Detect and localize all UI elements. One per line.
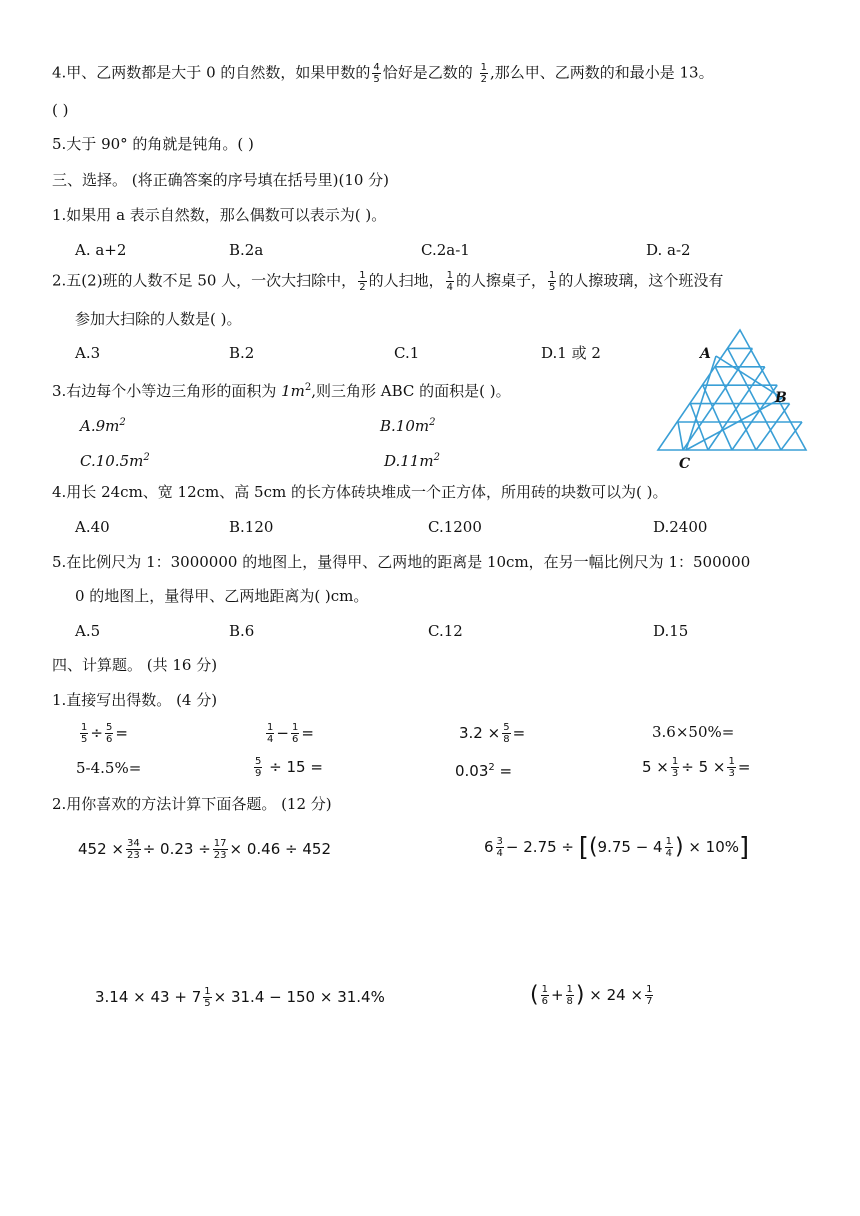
label-b: B: [775, 390, 787, 406]
choice-q1-opt-c[interactable]: C.2a-1: [421, 241, 470, 259]
oral-calc-6: $\frac{5}{9}$ ÷ 15 =: [255, 756, 323, 779]
choice-q2-opt-d[interactable]: D.1 或 2: [541, 344, 601, 362]
choice-q3-opt-d[interactable]: $D.11m^2$: [384, 452, 440, 470]
oral-calc-5: 5-4.5%=: [76, 759, 142, 777]
oral-calc-4: 3.6×50%=: [652, 723, 735, 741]
choice-q3-opt-a[interactable]: $A.9m^2$: [80, 417, 126, 435]
choice-q5-opt-d[interactable]: D.15: [653, 622, 689, 640]
fraction: $\frac{4}{5}$: [373, 62, 380, 85]
choice-q4: 4.用长 24cm、宽 12cm、高 5cm 的长方体砖块堆成一个正方体，所用砖的块数可以为( )。: [52, 483, 668, 501]
tf-q4-answer-paren[interactable]: ( ): [52, 101, 69, 119]
choice-q4-opt-b[interactable]: B.120: [229, 518, 274, 536]
choice-q1-opt-d[interactable]: D. a-2: [646, 241, 691, 259]
choice-q1-opt-b[interactable]: B.2a: [229, 241, 264, 259]
choice-q5-line1: 5.在比例尺为 1：3000000 的地图上，量得甲、乙两地的距离是 10cm，在另一幅比例尺为 1：500000: [52, 553, 751, 571]
label-c: C: [679, 456, 691, 472]
choice-q2-opt-b[interactable]: B.2: [229, 344, 255, 362]
choice-q3-opt-c[interactable]: $C.10.5m^2$: [80, 452, 150, 470]
choice-q4-opt-d[interactable]: D.2400: [653, 518, 708, 536]
choice-q3-opt-b[interactable]: $B.10m^2$: [380, 417, 436, 435]
fraction: $\frac{1}{2}$: [480, 62, 487, 85]
choice-q4-opt-a[interactable]: A.40: [75, 518, 110, 536]
oral-calc-8: 5 × $\frac{1}{3}$ ÷ 5 × $\frac{1}{3}$ =: [642, 756, 751, 779]
label-a: A: [700, 346, 711, 362]
choice-q5-line2: 0 的地图上，量得甲、乙两地距离为( )cm。: [75, 587, 369, 605]
oral-calc-2: $\frac{1}{4}$ − $\frac{1}{6}$ =: [267, 722, 314, 745]
choice-q2-line2: 参加大扫除的人数是( )。: [75, 310, 242, 328]
choice-q5-opt-c[interactable]: C.12: [428, 622, 463, 640]
fraction: $\frac{1}{2}$: [359, 270, 366, 293]
choice-q2-line1: 2.五(2)班的人数不足 50 人，一次大扫除中， $\frac{1}{2}$ 的人扫地， $\frac{1}{4}$ 的人擦桌子， $\frac{1}{5}$ 的人擦玻璃，这个班没有: [52, 270, 724, 293]
choice-q4-opt-c[interactable]: C.1200: [428, 518, 482, 536]
oral-calc-7: $0.03^2$ =: [455, 762, 513, 780]
calc-problem-4: ( $\frac{1}{6}$ + $\frac{1}{8}$ ) × 24 × $\frac{1}{7}$: [530, 982, 653, 1008]
triangle-grid-figure: [652, 322, 812, 472]
choice-q2-opt-c[interactable]: C.1: [394, 344, 420, 362]
tf-q4-line: 4.甲、乙两数都是大于 0 的自然数，如果甲数的 $\frac{4}{5}$ 恰好是乙数的 $\frac{1}{2}$ ,那么甲、乙两数的和最小是 13。: [52, 62, 714, 85]
choice-q3: 3.右边每个小等边三角形的面积为 $1m^2$,则三角形 ABC 的面积是( )。: [52, 382, 511, 400]
calc-problem-1: 452 × $\frac{34}{23}$ ÷ 0.23 ÷ $\frac{17}{23}$ × 0.46 ÷ 452: [78, 838, 331, 861]
choice-q1: 1.如果用 a 表示自然数，那么偶数可以表示为( )。: [52, 206, 387, 224]
choice-q5-opt-a[interactable]: A.5: [75, 622, 101, 640]
oral-calc-1: $\frac{1}{5}$ ÷ $\frac{5}{6}$ =: [81, 722, 128, 745]
oral-calc-3: 3.2 × $\frac{5}{8}$ =: [459, 722, 526, 745]
calc-part1-title: 1.直接写出得数。 (4 分): [52, 691, 218, 709]
calc-problem-3: 3.14 × 43 + 7 $\frac{1}{5}$ × 31.4 − 150 × 31.4%: [95, 986, 385, 1009]
choice-q2-opt-a[interactable]: A.3: [75, 344, 101, 362]
fraction: $\frac{1}{4}$: [446, 270, 453, 293]
calc-part2-title: 2.用你喜欢的方法计算下面各题。 (12 分): [52, 795, 332, 813]
tf-q5-line: 5.大于 90° 的角就是钝角。( ): [52, 135, 254, 153]
calc-problem-2: 6 $\frac{3}{4}$ − 2.75 ÷ [(9.75 − 4 $\frac{1}{4}$ ) × 10%]: [484, 832, 750, 863]
fraction: $\frac{1}{5}$: [548, 270, 556, 293]
choice-q1-opt-a[interactable]: A. a+2: [75, 241, 127, 259]
section4-title: 四、计算题。 (共 16 分): [52, 656, 218, 674]
section3-title: 三、选择。 (将正确答案的序号填在括号里)(10 分): [52, 171, 390, 189]
choice-q5-opt-b[interactable]: B.6: [229, 622, 255, 640]
